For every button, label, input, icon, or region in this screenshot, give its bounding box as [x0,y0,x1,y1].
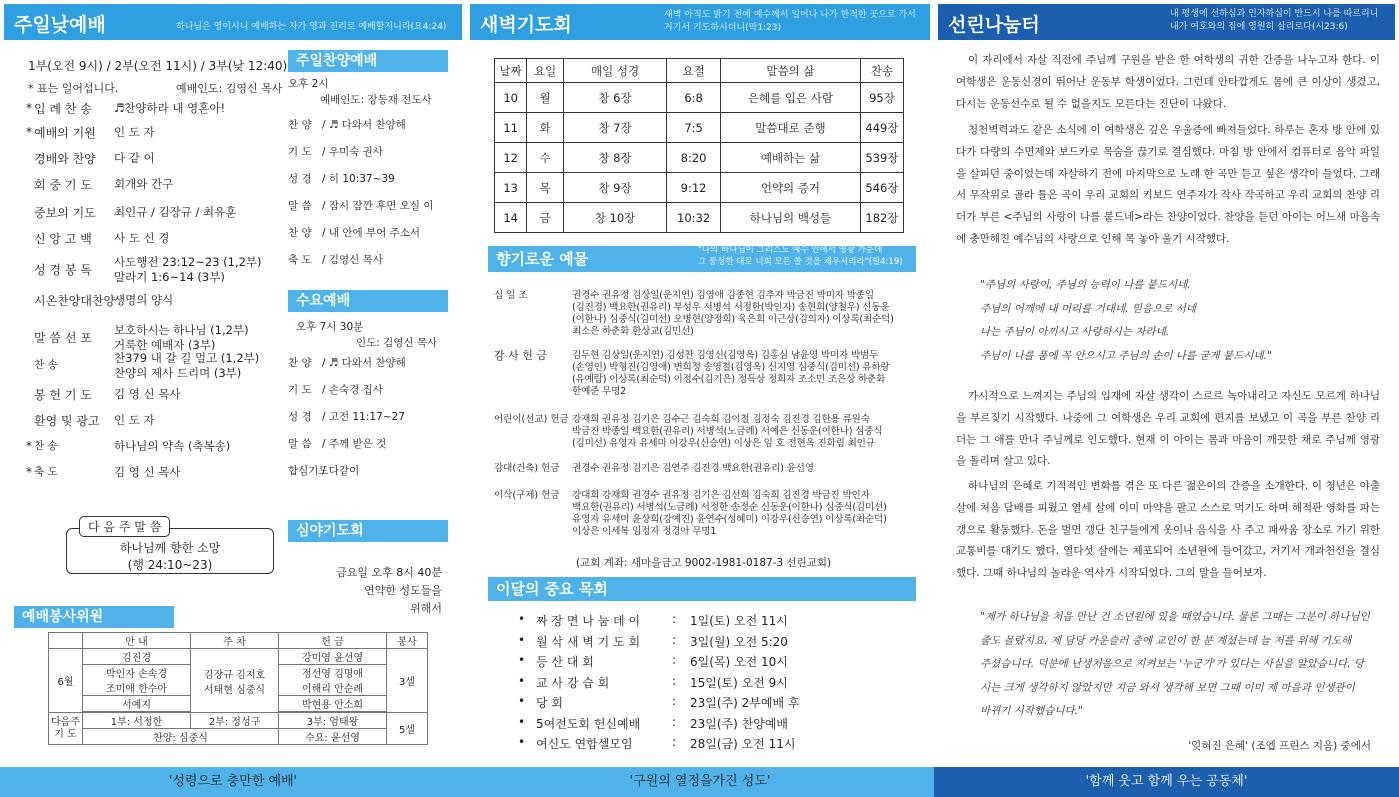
event-name: 교 사 강 습 회 [536,675,610,690]
committee-guide [83,665,191,696]
order-value: 김 영 신 목사 [114,465,181,479]
wednesday-item-value: / 다같이 [322,465,360,477]
wednesday-item-label: 찬 양 [288,357,312,369]
offering-group-label: 이삭(구제) 헌금 [494,490,560,501]
sharing-title: 선린나눔터 [948,14,1040,36]
committee-header-offering: 헌 금 [279,633,387,649]
wednesday-item-label: 말 씀 [288,438,312,450]
order-value: 최인규 / 김장규 / 최유훈 [114,205,237,219]
column-dawn-prayer [466,0,934,797]
afternoon-item-label: 말 씀 [288,200,312,212]
daily-bible-header-cell: 날짜 [495,59,527,83]
daily-bible-cell: 창 10장 [563,203,666,233]
committee-next-prayer-2: 2부: 정성구 [191,713,279,729]
daily-bible-cell: 95장 [860,83,903,113]
daily-bible-cell: 9:12 [667,173,721,203]
event-separator: : [672,694,677,708]
daily-bible-cell: 539장 [860,143,903,173]
event-date: 23일(주) 2부예배 후 [690,696,800,710]
offering-name-line: (손영인) 박형진(김영애) 변희정 송영철(김영옥) 신지영 심중식(김미선) 유하랑 [572,362,890,373]
committee-header-parking: 주 차 [191,633,279,649]
next-sermon-title: 하나님께 향한 소망 [119,541,221,555]
order-value: 인 도 자 [114,125,155,139]
event-date: 28일(금) 오전 11시 [690,737,796,751]
sharing-paragraph-2: 청천벽력과도 같은 소식에 이 여학생은 깊은 우울증에 빠져들었다. 하루는 혼자 방 안에 있다가 다량의 수면제와 보드카로 목숨을 끊기로 결심했다. 마침 방 안에서 컴퓨터로 음악 파일을 살피던 중이었는데 자살하기 전에 마지막으로 노래 한 곡만 듣고 싶은 생각이 들었다. 그래서 무작위로 골라 틀은 곡이 우리 교회의 키보드 연주자가 작사 작곡하고 우리 교회의 찬양 리더가 부른 <주님의 사랑이 나를 붙드네>라는 찬양이었다. 찬양을 듣던 아이는 어느새 마음속에 충만해진 예수님의 사랑으로 인해 목 놓아 울기 시작했다. [956,124,1380,245]
quote-line: 바뀌기 시작했습니다." [980,705,1083,717]
wednesday-item-label: 성 경 [288,411,312,423]
order-value: 다 같 이 [114,151,155,165]
order-stand-mark: * [26,465,32,479]
event-name: 월 삭 새 벽 기 도 회 [536,634,641,649]
quote-line: 줄도 몰랐지요. 제 담당 카운슬러 중에 교인이 한 분 계셨는데 늘 저를 위해 기도해 [980,634,1352,647]
daily-bible-header-cell: 요일 [527,59,564,83]
afternoon-item-value: / 내 안에 부어 주소서 [322,227,421,239]
event-bullet: • [518,653,526,667]
daily-bible-cell: 449장 [860,113,903,143]
committee-guide: 서예지 [83,696,191,712]
event-date: 6일(목) 오전 10시 [690,655,788,669]
event-separator: : [672,612,677,626]
wednesday-item-value: / 고전 11:17~27 [322,411,405,423]
offering-name-line: 이상은 이세복 임정자 정경아 무명1 [572,526,717,537]
order-label: 성 경 봉 독 [34,263,92,277]
order-value: 인 도 자 [114,413,155,427]
order-value: 찬379 내 갈 길 멀고 (1,2부) [114,351,260,365]
church-account: (교회 계좌: 새마을금고 9002-1981-0187-3 선린교회) [576,557,832,569]
committee-header-service: 봉사 [387,633,428,649]
wednesday-item-value: / 손숙경 집사 [322,384,383,396]
order-value: 사 도 신 경 [114,231,170,245]
committee-parking-line: 김장규 김지호 [203,669,266,681]
sunday-worship-title: 주일낮예배 [14,14,106,36]
offering-group-label: 십 일 조 [494,290,528,301]
daily-bible-cell: 창 6장 [563,83,666,113]
offering-group-label: 감대(건축) 헌금 [494,463,560,474]
daily-bible-header-cell: 요절 [667,59,721,83]
column2-footer: '구원의 열정을가진 성도' [466,767,934,797]
committee-offering-line: 정선영 김명애 [301,669,364,680]
afternoon-item-value: / 우미숙 권사 [322,146,383,158]
event-name: 짜 장 면 나 눔 데 이 [536,614,641,628]
offering-name-line: 백요한(권유리) 서병석(노금례) 서정한 송정순 신동운(이한나) 심중식(김미선) [572,502,887,513]
afternoon-item-value: / ♬ 다와서 찬양해 [322,119,406,131]
committee-next-praise: 찬양: 심중식 [83,729,279,745]
committee-title: 예배봉사위원 [22,609,104,625]
offering-header [488,246,916,272]
order-label: 신 앙 고 백 [34,232,92,246]
daily-bible-row [495,143,904,173]
committee-parking [191,649,279,713]
order-label: 축 도 [34,466,58,478]
dawn-prayer-header [470,4,930,40]
sharing-header [938,4,1395,40]
daily-bible-cell: 창 9장 [563,173,666,203]
night-prayer-purpose: 연약한 성도들을 [364,584,442,597]
afternoon-item-value: / 김영신 목사 [322,254,383,266]
daily-bible-cell: 10:32 [667,203,721,233]
offering-name-line: 김두현 김상일(운지연) 김성찬 김영신(김영옥) 김홍심 남윤영 박미자 박범두 [572,350,879,361]
order-value: 보호하시는 하나님 (1,2부) [114,323,249,337]
offering-name-line: 최소은 하춘화 한상교(김민선) [572,326,694,337]
event-date: 1일(토) 오전 11시 [690,614,788,628]
events-title: 이달의 중요 목회 [496,580,608,598]
daily-bible-cell: 14 [495,203,527,233]
event-bullet: • [518,694,526,708]
order-label: 예배의 기원 [34,126,96,140]
order-label: 중보의 기도 [34,206,96,220]
daily-bible-cell: 목 [527,173,564,203]
next-sermon-box [66,520,274,574]
daily-bible-cell: 12 [495,143,527,173]
committee-next-service: 5셀 [387,713,428,745]
sharing-verse-1: 내 평생에 선하심과 인자하심이 반드시 나를 따르리니 [1170,9,1379,19]
quote-line: 주님이 나를 품에 꼭 안으시고 주님의 손이 나를 굳게 붙드시네." [980,349,1272,362]
order-label: 찬 송 [34,440,58,452]
committee-service-cell: 3셀 [387,649,428,713]
event-bullet: • [518,632,526,647]
daily-bible-cell: 언약의 증거 [721,173,861,203]
event-name: 등 산 대 회 [536,655,594,669]
afternoon-item-label: 찬 양 [288,227,312,239]
daily-bible-cell: 7:5 [667,113,721,143]
event-separator: : [672,735,677,749]
afternoon-item-value: / 히 10:37~39 [322,173,395,185]
order-value-2: 말라기 1:6~14 (3부) [114,270,225,284]
sharing-paragraph-4: 하나님의 은혜로 기적적인 변화를 겪은 또 다른 젊은이의 간증을 소개한다. 이 청년은 야출 살에 처음 담배를 피웠고 열세 살에 이미 마약을 팔고 스스로 먹기도 하며 해적판 영화를 파는 갱으로 활동했다. 돈을 벌면 갱단 친구들에게 옷이나 음식을 사 주고 패싸움 장소로 가기 위한 교통비를 대기도 했다. 열다섯 살에는 체포되어 소년원에 들어갔고, 거기서 개과천선을 결심했다. 그때 하나님의 놀라운 역사가 시작되었다. 그의 말을 들어보자. [956,480,1380,580]
afternoon-item-label: 찬 양 [288,119,312,131]
afternoon-leader: 예배인도: 장동재 전도사 [320,94,432,106]
order-value-2: 거룩한 예배자 (3부) [114,338,216,352]
daily-bible-cell: 말씀대로 준행 [721,113,861,143]
committee-guide-line: 박인자 손속경 [105,669,168,680]
column-sharing [934,0,1399,797]
event-separator: : [672,653,677,667]
daily-bible-cell: 6:8 [667,83,721,113]
daily-bible-row [495,113,904,143]
order-label: 시온찬양대찬양 [34,294,116,308]
event-name: 5여전도회 헌신예배 [536,716,641,731]
order-value: ♬찬양하라 내 영혼아! [114,101,226,115]
event-separator: : [672,714,677,729]
daily-bible-table [494,58,904,233]
afternoon-item-label: 축 도 [288,254,312,266]
night-prayer-time: 금요일 오후 8시 40분 [336,566,442,579]
order-value-2: 찬양의 제사 드리며 (3부) [114,366,242,380]
daily-bible-cell: 182장 [860,203,903,233]
order-label: 경배와 찬양 [34,152,96,166]
committee-offering: 강미영 윤선영 [279,649,387,665]
afternoon-item-label: 기 도 [288,146,312,158]
wednesday-item-value: / ♬ 다와서 찬양해 [322,357,406,369]
committee-next-prayer-3: 3부: 엄태왕 [279,713,387,729]
daily-bible-cell: 하나님의 백성들 [721,203,861,233]
event-date: 23일(주) 찬양예배 [690,716,788,731]
column-sunday-worship [0,0,466,797]
column3-footer: '함께 웃고 함께 우는 공동체' [934,767,1399,797]
event-bullet: • [518,612,526,626]
sharing-source: '잊혀진 은혜' (조엡 프린스 지음) 중에서 [1188,740,1371,752]
column1-footer: '성령으로 충만한 예배' [0,767,466,797]
afternoon-item-value: / 잠시 잠깐 후면 오실 이 [322,200,434,212]
committee-header-guide: 안 내 [83,633,191,649]
quote-line: 시는 크게 생각하지 않았지만 지금 와서 생각해 보면 그때 이미 제 마음과 인생관이 [980,681,1355,694]
offering-name-line: 강대희 강재희 권경수 권유정 김기은 김선희 김숙희 김진경 박금진 박인자 [572,490,870,501]
event-date: 15일(토) 오전 9시 [690,675,788,690]
event-name: 여신도 연합셀모임 [536,737,633,751]
order-value: 하나님의 약속 (축복송) [114,439,231,453]
daily-bible-cell: 금 [527,203,564,233]
daily-bible-header-cell: 매일 성경 [563,59,666,83]
stand-note: * 표는 일어섭니다. [28,82,119,95]
committee-header [14,606,174,628]
afternoon-worship-title: 주일찬양예배 [296,53,378,69]
order-label: 환영 및 광고 [34,414,100,428]
daily-bible-cell: 월 [527,83,564,113]
daily-bible-cell: 수 [527,143,564,173]
wednesday-item-label: 기 도 [288,384,312,396]
order-stand-mark: * [26,125,32,139]
offering-name-line: (김진경) 백요한(권유리) 부성우 서병석 서정한(박인자) 송현희(양철우) 신동운 [572,302,890,313]
night-prayer-header [288,520,448,542]
order-label: 봉 헌 기 도 [34,388,92,402]
afternoon-worship-header [288,50,448,72]
committee-offering: 박현용 안소희 [279,696,387,712]
daily-bible-cell: 546장 [860,173,903,203]
daily-bible-cell: 예배하는 삶 [721,143,861,173]
order-label: 말 씀 선 포 [34,331,92,345]
committee-guide: 김진경 [83,649,191,665]
wednesday-time: 오후 7시 30분 [296,321,364,333]
night-prayer-title: 심야기도회 [296,523,364,539]
wednesday-item-value: / 주께 받은 것 [322,438,387,450]
daily-bible-row [495,83,904,113]
event-separator: : [672,673,677,688]
daily-bible-header-cell: 찬송 [860,59,903,83]
event-name: 당 회 [536,696,563,710]
committee-next-prayer-1: 1부: 서정한 [83,713,191,729]
event-bullet: • [518,735,526,749]
offering-name-line: 권경수 권유정 김기은 김연주 김진경 백요한(권유리) 윤선영 [572,463,814,474]
wednesday-leader: 인도: 김영신 목사 [356,337,438,349]
offering-name-line: 박금진 박종일 백요한(권유리) 서병석(노금례) 서예은 신동운(이한나) 심중식 [572,426,883,437]
committee-next-wednesday: 수요: 윤선영 [279,729,387,745]
offering-title: 향기로운 예물 [496,250,589,268]
order-label: 회 중 기 도 [34,178,92,192]
dawn-prayer-verse-2: 거기서 기도하시더니(막1:23) [664,23,782,33]
wednesday-worship-title: 수요예배 [296,293,351,309]
offering-name-line: 유영자 유세미 윤상희(강예진) 윤연수(성혜미) 이강우(신승연) 이상록(최순덕) [572,514,887,525]
order-label: 입 례 찬 송 [34,102,92,116]
next-sermon-label: 다 음 주 말 씀 [79,516,170,537]
committee-guide-line: 조미애 한수아 [105,684,168,695]
sharing-paragraph-1: 이 자리에서 자살 직전에 주님께 구원을 받은 한 여학생의 귀한 간증을 나누고자 한다. 이 여학생은 운동신경이 뛰어난 운동부 학생이었다. 그런데 안타깝게도 몸에 큰 이상이 생겼고, 다시는 운동선수로 될 수 없을지도 모른다는 진단이 나왔다. [956,54,1380,110]
events-header [488,577,916,601]
order-label: 찬 송 [34,359,58,371]
afternoon-time: 오후 2시 [288,78,329,90]
offering-name-line: 강재희 권유정 김기은 김수근 김숙희 김이철 김정숙 김진경 김한용 류원숙 [572,414,870,425]
sharing-paragraph-3: 가시적으로 느껴지는 주님의 임재에 자살 생각이 스르르 녹아내리고 자신도 모르게 하나님을 부르짖기 시작했다. 나중에 그 여학생은 우리 교회에 편지를 보냈고 이 곡을 부른 찬양 리더는 그 애를 만나 주님께로 인도했다. 현재 이 아이는 몸과 마음이 깨끗한 채로 주님께 영광을 돌리며 살고 있다. [956,390,1380,468]
event-date: 3일(월) 오전 5:20 [690,634,788,649]
committee-table [48,632,428,745]
committee-parking-line: 서태현 심중식 [203,684,266,696]
quote-line: 주셨습니다. 덕분에 난생처음으로 지켜보는 '누군가'가 있다는 사실을 알았습니다. 당 [980,658,1365,670]
wednesday-worship-header [288,290,448,312]
sunday-worship-header [4,4,462,40]
worship-leader: 예배인도: 김영신 목사 [176,82,283,95]
offering-verse-1: "나의 하나님이 그리스도 예수 안에서 영광 가운데 [698,245,883,255]
quote-line: 나는 주님이 아끼시고 사랑하시는 자라네. [980,326,1170,338]
sharing-verse-2: 내가 여호와의 집에 영원히 살리로다(시23:6) [1170,22,1348,32]
daily-bible-cell: 은혜를 입은 사람 [721,83,861,113]
daily-bible-header-row [495,59,904,83]
daily-bible-cell: 13 [495,173,527,203]
daily-bible-row [495,173,904,203]
order-value: 사도행전 23:12~23 (1,2부) [114,255,262,269]
daily-bible-cell: 8:20 [667,143,721,173]
quote-line: 주님의 어깨에 내 머리를 기대네. 믿음으로 서네 [980,302,1197,315]
order-stand-mark: * [26,439,32,453]
dawn-prayer-title: 새벽기도회 [480,14,572,36]
offering-name-line: 한예준 무명2 [572,386,627,397]
committee-offering [279,665,387,696]
daily-bible-cell: 10 [495,83,527,113]
sunday-worship-verse: 하나님은 영이시니 예배하는 자가 영과 진리로 예배할지니라(요4:24) [176,22,447,32]
offering-name-line: 권경수 권유정 김상일(운지연) 김영애 김종현 김추자 박금진 박미자 박종일 [572,290,874,301]
order-value: 생명의 양식 [114,293,174,307]
offering-name-line: (유예람) 이상록(최순덕) 이정수(김기은) 정득상 정희자 조소민 조은상 하춘화 [572,374,886,385]
next-sermon-reference: (행 24:10~23) [127,558,213,572]
offering-verse-2: 그 풍성한 대로 너희 모든 쓸 것을 채우시리라"(빌4:19) [698,257,903,267]
offering-name-line: (김미선) 유영자 유세미 이강우(신승연) 이상은 임 호 전현옥 진화림 최인규 [572,438,875,449]
committee-offering-line: 이해리 안순례 [301,684,364,695]
dawn-prayer-verse-1: 새벽 아직도 밝기 전에 예수께서 일어나 나가 한적한 곳으로 가서 [664,10,916,20]
order-value: 김 영 신 목사 [114,387,181,401]
quote-line: "주님의 사랑이, 주님의 능력이 나를 붙드시네. [980,279,1191,291]
daily-bible-cell: 창 8장 [563,143,666,173]
daily-bible-cell: 창 7장 [563,113,666,143]
offering-group-label: 어린이(선교) 헌금 [494,414,569,425]
committee-month: 6월 [49,649,83,713]
worship-times: 1부(오전 9시) / 2부(오전 11시) / 3부(낮 12:40) [28,59,288,73]
event-bullet: • [518,673,526,688]
order-stand-mark: * [26,101,32,115]
committee-next-label: 다음주 기 도 [49,713,83,745]
offering-name-line: (이한나) 심중식(김미선) 오병현(양정희) 육은희 이근상(김의자) 이상록(최순덕) [572,314,894,325]
daily-bible-row [495,203,904,233]
daily-bible-cell: 화 [527,113,564,143]
afternoon-item-label: 성 경 [288,173,312,185]
event-separator: : [672,632,677,647]
quote-line: "제가 하나님을 처음 만난 건 소년원에 있을 때였습니다. 물론 그때는 그분이 하나님인 [980,611,1370,623]
order-value: 회개와 간구 [114,177,174,191]
daily-bible-header-cell: 말씀의 삶 [721,59,861,83]
event-bullet: • [518,714,526,729]
wednesday-item-label: 합심기도 [288,465,329,477]
daily-bible-cell: 11 [495,113,527,143]
night-prayer-purpose-2: 위해서 [410,602,442,615]
offering-group-label: 감 사 헌 금 [494,349,547,362]
